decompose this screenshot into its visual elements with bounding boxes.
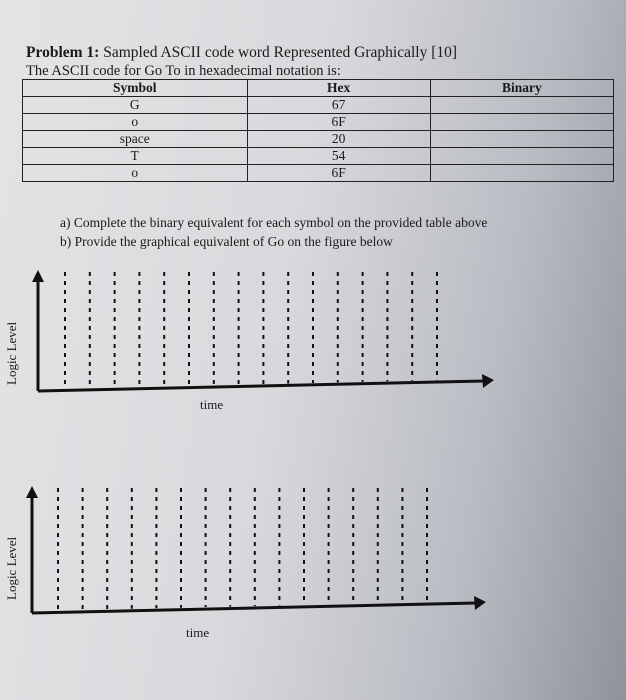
hex-cell: 54 (247, 148, 430, 165)
header-binary: Binary (430, 80, 613, 97)
hex-cell: 6F (247, 165, 430, 182)
symbol-cell: o (23, 165, 248, 182)
hex-cell: 67 (247, 97, 430, 114)
instruction-b: b) Provide the graphical equivalent of Go on the figure below (60, 234, 393, 249)
x-axis-arrow-icon (482, 374, 494, 388)
header-symbol: Symbol (23, 80, 248, 97)
figure-2-xlabel: time (186, 625, 210, 640)
hex-cell: 20 (247, 131, 430, 148)
figure-2-ylabel: Logic Level (4, 536, 19, 600)
symbol-cell: G (23, 97, 248, 114)
symbol-cell: o (23, 114, 248, 131)
problem-subtitle: The ASCII code for Go To in hexadecimal notation is: (26, 63, 341, 79)
figure-1-xlabel: time (200, 397, 224, 412)
figure-1-ylabel: Logic Level (4, 321, 19, 385)
problem-heading: Sampled ASCII code word Represented Graphically [10] (99, 44, 458, 61)
symbol-cell: T (23, 148, 248, 165)
hex-cell: 6F (247, 114, 430, 131)
x-axis (32, 603, 476, 613)
x-axis (38, 381, 484, 391)
header-hex: Hex (247, 80, 430, 97)
symbol-cell: space (23, 131, 248, 148)
y-axis-arrow-icon (32, 270, 44, 282)
instruction-a: a) Complete the binary equivalent for each symbol on the provided table above (60, 215, 488, 230)
problem-number: Problem 1: (26, 44, 100, 61)
y-axis-arrow-icon (26, 486, 38, 498)
x-axis-arrow-icon (474, 596, 486, 610)
